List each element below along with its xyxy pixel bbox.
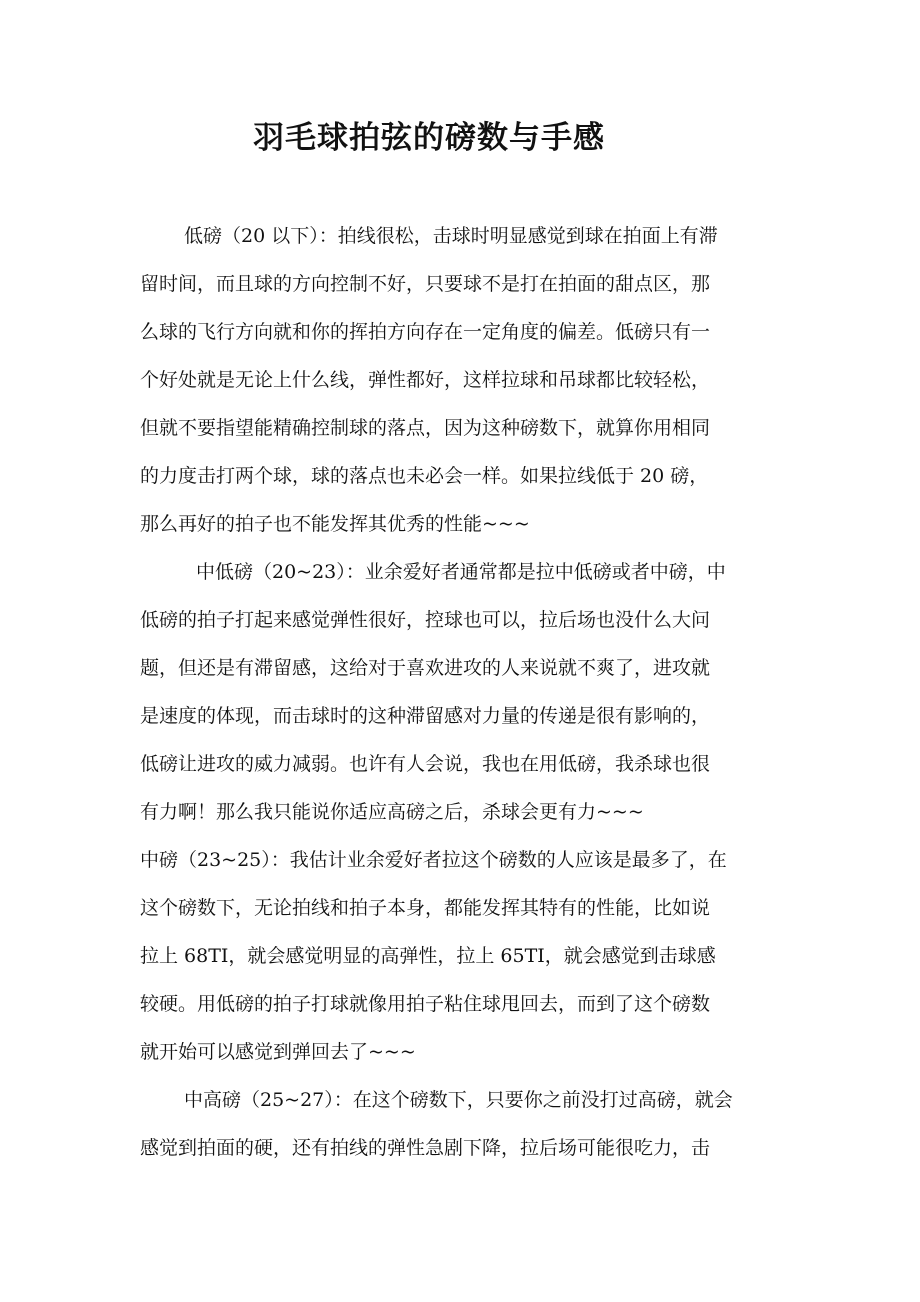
document-body: [140, 212, 788, 1172]
text-line: 低磅让进攻的威力减弱。也许有人会说，我也在用低磅，我杀球也很: [140, 753, 711, 775]
text-line: 的力度击打两个球，球的落点也未必会一样。如果拉线低于 20 磅，: [140, 465, 709, 487]
text-line: 中磅（23~25）：我估计业余爱好者拉这个磅数的人应该是最多了，在: [140, 849, 727, 871]
text-line: 低磅（20 以下）：拍线很松，击球时明显感觉到球在拍面上有滞: [184, 225, 718, 247]
text-line: 题，但还是有滞留感，这给对于喜欢进攻的人来说就不爽了，进攻就: [140, 657, 711, 679]
paragraph-mid-low-tension: [140, 548, 788, 836]
text-line: 拉上 68TI，就会感觉明显的高弹性，拉上 65TI，就会感觉到击球感: [140, 945, 716, 967]
document-title: 羽毛球拍弦的磅数与手感: [253, 120, 605, 156]
paragraph-low-tension: [140, 212, 788, 548]
text-line: 较硬。用低磅的拍子打球就像用拍子粘住球甩回去，而到了这个磅数: [140, 993, 711, 1015]
paragraph-mid-tension: [140, 836, 788, 1076]
text-line: 有力啊！那么我只能说你适应高磅之后，杀球会更有力~~~: [140, 801, 644, 823]
text-line: 个好处就是无论上什么线，弹性都好，这样拉球和吊球都比较轻松，: [140, 369, 711, 391]
text-line: 中低磅（20~23）：业余爱好者通常都是拉中低磅或者中磅，中: [196, 561, 726, 583]
text-line: 低磅的拍子打起来感觉弹性很好，控球也可以，拉后场也没什么大问: [140, 609, 711, 631]
text-line: 就开始可以感觉到弹回去了~~~: [140, 1041, 416, 1063]
text-line: 留时间，而且球的方向控制不好，只要球不是打在拍面的甜点区，那: [140, 273, 711, 295]
text-line: 但就不要指望能精确控制球的落点，因为这种磅数下，就算你用相同: [140, 417, 711, 439]
text-line: 这个磅数下，无论拍线和拍子本身，都能发挥其特有的性能，比如说: [140, 897, 711, 919]
text-line: 感觉到拍面的硬，还有拍线的弹性急剧下降，拉后场可能很吃力，击: [140, 1137, 711, 1159]
paragraph-mid-high-tension: [140, 1076, 788, 1172]
text-line: 么球的飞行方向就和你的挥拍方向存在一定角度的偏差。低磅只有一: [140, 321, 711, 343]
text-line: 是速度的体现，而击球时的这种滞留感对力量的传递是很有影响的，: [140, 705, 711, 727]
text-line: 中高磅（25~27）：在这个磅数下，只要你之前没打过高磅，就会: [184, 1089, 733, 1111]
text-line: 那么再好的拍子也不能发挥其优秀的性能~~~: [140, 513, 530, 535]
